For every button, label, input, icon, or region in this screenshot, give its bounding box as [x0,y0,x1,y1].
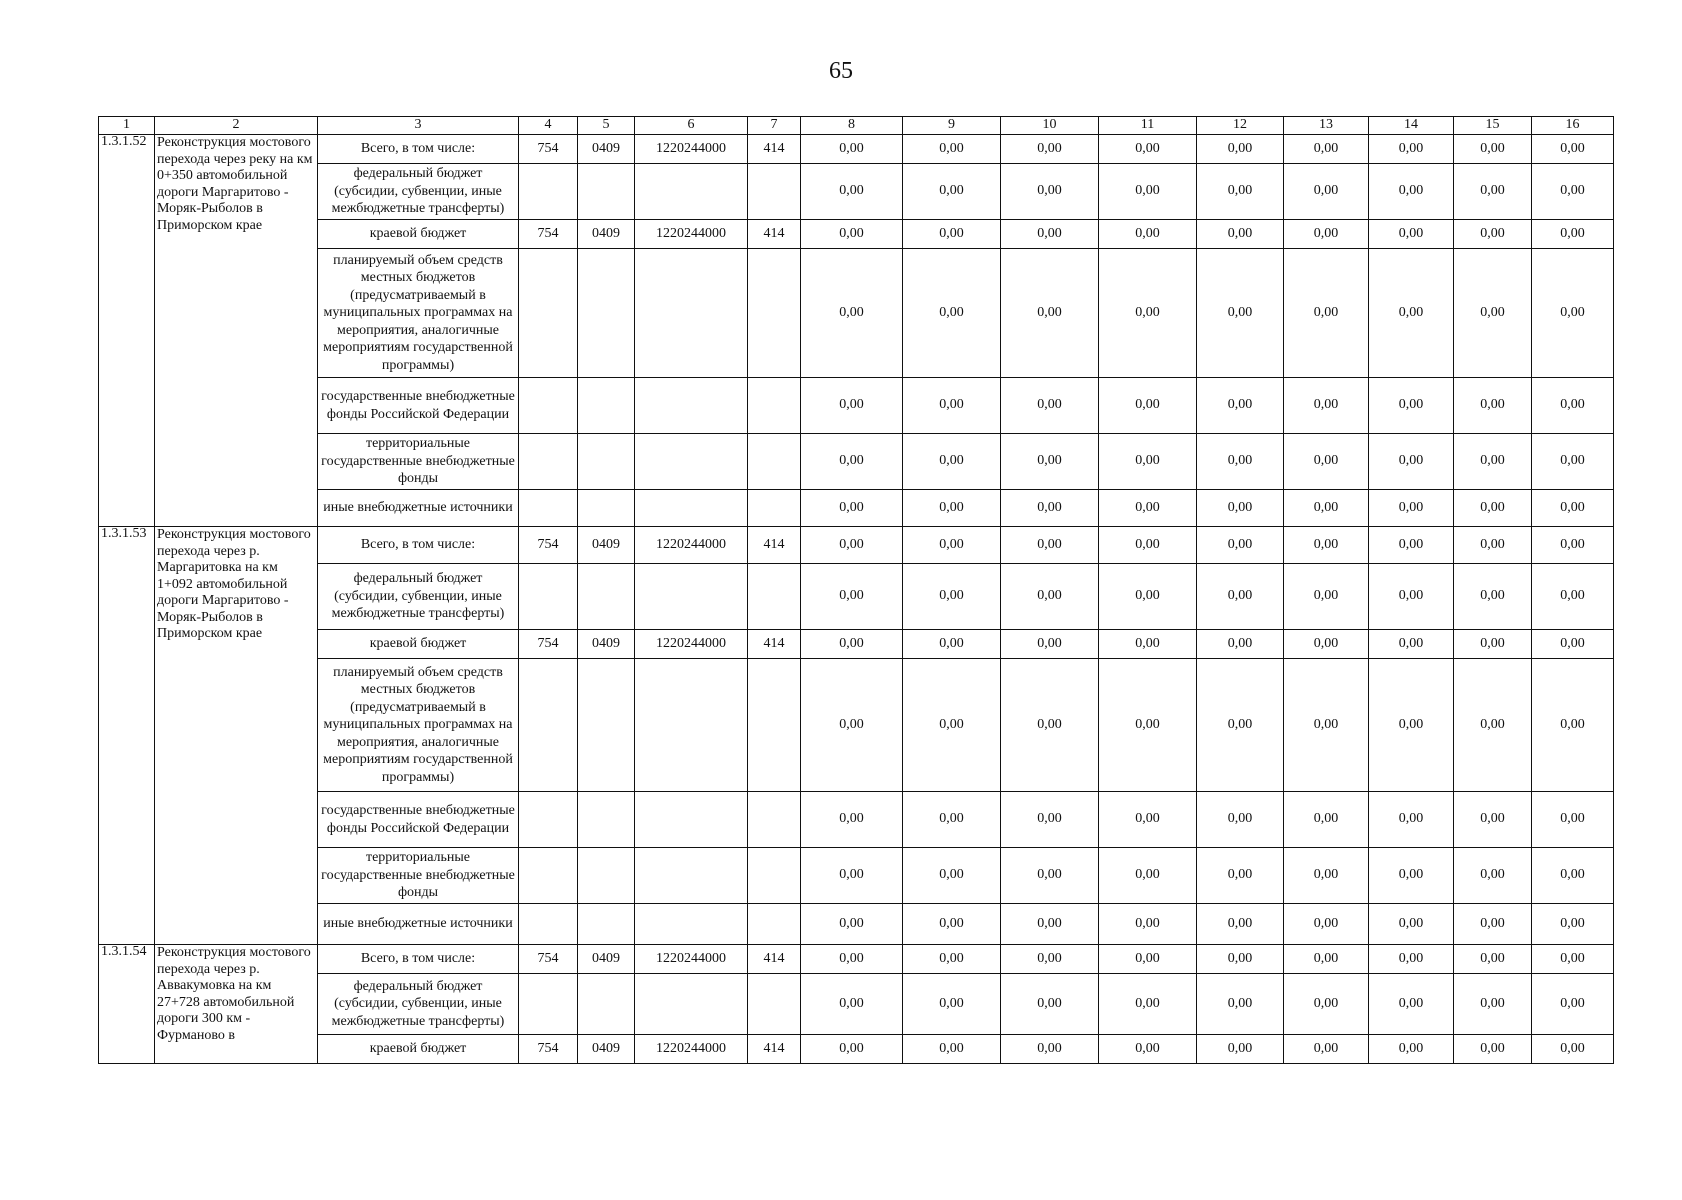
column-header-1: 1 [99,117,155,135]
section-code: 0409 [578,945,635,974]
budget-table [98,116,1614,1064]
target-article-code [635,164,748,220]
section-code [578,904,635,945]
amount-col-14: 0,00 [1369,527,1454,564]
ministry-code [519,848,578,904]
amount-col-15: 0,00 [1454,164,1532,220]
funding-source: государственные внебюджетные фонды Российской Федерации [318,792,519,848]
amount-col-15: 0,00 [1454,659,1532,792]
table-row [99,164,1614,220]
section-code [578,792,635,848]
ministry-code [519,434,578,490]
funding-source: иные внебюджетные источники [318,904,519,945]
amount-col-15: 0,00 [1454,434,1532,490]
amount-col-8: 0,00 [801,945,903,974]
amount-col-11: 0,00 [1099,974,1197,1035]
amount-col-16: 0,00 [1532,792,1614,848]
amount-col-8: 0,00 [801,527,903,564]
table-row [99,378,1614,434]
amount-col-8: 0,00 [801,434,903,490]
expense-type-code [748,659,801,792]
column-header-4: 4 [519,117,578,135]
expense-type-code [748,564,801,630]
amount-col-12: 0,00 [1197,792,1284,848]
amount-col-14: 0,00 [1369,974,1454,1035]
funding-source: краевой бюджет [318,1035,519,1064]
amount-col-16: 0,00 [1532,1035,1614,1064]
amount-col-8: 0,00 [801,564,903,630]
ministry-code: 754 [519,527,578,564]
target-article-code [635,249,748,378]
amount-col-12: 0,00 [1197,848,1284,904]
amount-col-10: 0,00 [1001,904,1099,945]
amount-col-8: 0,00 [801,220,903,249]
amount-col-8: 0,00 [801,249,903,378]
amount-col-9: 0,00 [903,564,1001,630]
expense-type-code: 414 [748,220,801,249]
amount-col-9: 0,00 [903,378,1001,434]
column-header-5: 5 [578,117,635,135]
ministry-code [519,378,578,434]
amount-col-11: 0,00 [1099,630,1197,659]
amount-col-11: 0,00 [1099,527,1197,564]
ministry-code [519,490,578,527]
table-row [99,792,1614,848]
amount-col-9: 0,00 [903,527,1001,564]
amount-col-13: 0,00 [1284,434,1369,490]
amount-col-16: 0,00 [1532,848,1614,904]
expense-type-code [748,792,801,848]
amount-col-15: 0,00 [1454,1035,1532,1064]
amount-col-11: 0,00 [1099,848,1197,904]
amount-col-11: 0,00 [1099,564,1197,630]
funding-source: планируемый объем средств местных бюджетов (предусматриваемый в муниципальных программах на мероприятия, аналогичные мероприятиям государственной программы) [318,659,519,792]
amount-col-16: 0,00 [1532,434,1614,490]
target-article-code [635,848,748,904]
column-header-7: 7 [748,117,801,135]
column-header-3: 3 [318,117,519,135]
amount-col-9: 0,00 [903,630,1001,659]
amount-col-13: 0,00 [1284,164,1369,220]
expense-type-code [748,434,801,490]
amount-col-10: 0,00 [1001,848,1099,904]
section-code: 0409 [578,527,635,564]
amount-col-13: 0,00 [1284,249,1369,378]
amount-col-12: 0,00 [1197,164,1284,220]
funding-source: краевой бюджет [318,630,519,659]
table-row [99,945,1614,974]
amount-col-15: 0,00 [1454,564,1532,630]
ministry-code [519,564,578,630]
amount-col-16: 0,00 [1532,659,1614,792]
table-row [99,527,1614,564]
table-row [99,249,1614,378]
amount-col-14: 0,00 [1369,490,1454,527]
amount-col-8: 0,00 [801,904,903,945]
amount-col-9: 0,00 [903,434,1001,490]
item-name: Реконструкция мостового перехода через р. Маргаритовка на км 1+092 автомобильной дороги Маргаритово - Моряк-Рыболов в Приморском крае [155,527,318,945]
ministry-code: 754 [519,1035,578,1064]
table-row [99,630,1614,659]
section-code [578,249,635,378]
amount-col-9: 0,00 [903,945,1001,974]
target-article-code [635,564,748,630]
ministry-code [519,792,578,848]
amount-col-14: 0,00 [1369,164,1454,220]
amount-col-16: 0,00 [1532,378,1614,434]
amount-col-13: 0,00 [1284,974,1369,1035]
target-article-code [635,378,748,434]
amount-col-11: 0,00 [1099,135,1197,164]
amount-col-11: 0,00 [1099,1035,1197,1064]
funding-source: территориальные государственные внебюджетные фонды [318,848,519,904]
target-article-code: 1220244000 [635,527,748,564]
expense-type-code: 414 [748,527,801,564]
amount-col-14: 0,00 [1369,904,1454,945]
table-row [99,490,1614,527]
expense-type-code: 414 [748,1035,801,1064]
amount-col-12: 0,00 [1197,904,1284,945]
amount-col-14: 0,00 [1369,630,1454,659]
amount-col-13: 0,00 [1284,904,1369,945]
table-body [99,135,1614,1064]
amount-col-14: 0,00 [1369,848,1454,904]
amount-col-9: 0,00 [903,1035,1001,1064]
section-code: 0409 [578,135,635,164]
amount-col-12: 0,00 [1197,434,1284,490]
amount-col-10: 0,00 [1001,220,1099,249]
amount-col-15: 0,00 [1454,945,1532,974]
header-row [99,117,1614,135]
amount-col-11: 0,00 [1099,434,1197,490]
target-article-code [635,974,748,1035]
amount-col-8: 0,00 [801,659,903,792]
section-code: 0409 [578,630,635,659]
item-name: Реконструкция мостового перехода через реку на км 0+350 автомобильной дороги Маргаритово - Моряк-Рыболов в Приморском крае [155,135,318,527]
section-code [578,378,635,434]
section-code: 0409 [578,1035,635,1064]
table-row [99,135,1614,164]
amount-col-8: 0,00 [801,1035,903,1064]
expense-type-code: 414 [748,630,801,659]
item-name: Реконструкция мостового перехода через р. Аввакумовка на км 27+728 автомобильной дороги 300 км - Фурманово в [155,945,318,1064]
table-row [99,1035,1614,1064]
column-header-9: 9 [903,117,1001,135]
section-code [578,564,635,630]
funding-source: Всего, в том числе: [318,945,519,974]
amount-col-14: 0,00 [1369,378,1454,434]
expense-type-code: 414 [748,135,801,164]
amount-col-11: 0,00 [1099,220,1197,249]
amount-col-15: 0,00 [1454,378,1532,434]
amount-col-8: 0,00 [801,848,903,904]
table-row [99,564,1614,630]
target-article-code: 1220244000 [635,945,748,974]
amount-col-10: 0,00 [1001,564,1099,630]
table-row [99,848,1614,904]
amount-col-11: 0,00 [1099,945,1197,974]
ministry-code: 754 [519,630,578,659]
column-header-10: 10 [1001,117,1099,135]
amount-col-15: 0,00 [1454,904,1532,945]
section-code: 0409 [578,220,635,249]
column-header-12: 12 [1197,117,1284,135]
amount-col-9: 0,00 [903,848,1001,904]
table-row [99,220,1614,249]
amount-col-8: 0,00 [801,490,903,527]
item-code: 1.3.1.54 [99,945,155,1064]
ministry-code: 754 [519,945,578,974]
expense-type-code [748,490,801,527]
column-header-8: 8 [801,117,903,135]
amount-col-11: 0,00 [1099,792,1197,848]
amount-col-13: 0,00 [1284,848,1369,904]
funding-source: Всего, в том числе: [318,135,519,164]
amount-col-10: 0,00 [1001,630,1099,659]
funding-source: иные внебюджетные источники [318,490,519,527]
funding-source: территориальные государственные внебюджетные фонды [318,434,519,490]
amount-col-12: 0,00 [1197,135,1284,164]
amount-col-16: 0,00 [1532,904,1614,945]
amount-col-12: 0,00 [1197,249,1284,378]
amount-col-14: 0,00 [1369,249,1454,378]
section-code [578,164,635,220]
amount-col-13: 0,00 [1284,527,1369,564]
amount-col-13: 0,00 [1284,1035,1369,1064]
funding-source: государственные внебюджетные фонды Российской Федерации [318,378,519,434]
amount-col-16: 0,00 [1532,220,1614,249]
expense-type-code [748,974,801,1035]
amount-col-12: 0,00 [1197,974,1284,1035]
ministry-code [519,249,578,378]
amount-col-13: 0,00 [1284,378,1369,434]
amount-col-8: 0,00 [801,630,903,659]
amount-col-9: 0,00 [903,490,1001,527]
amount-col-12: 0,00 [1197,659,1284,792]
amount-col-15: 0,00 [1454,630,1532,659]
amount-col-11: 0,00 [1099,904,1197,945]
amount-col-13: 0,00 [1284,945,1369,974]
amount-col-13: 0,00 [1284,792,1369,848]
amount-col-8: 0,00 [801,792,903,848]
ministry-code [519,904,578,945]
expense-type-code [748,848,801,904]
funding-source: краевой бюджет [318,220,519,249]
table-row [99,659,1614,792]
ministry-code [519,974,578,1035]
amount-col-11: 0,00 [1099,659,1197,792]
amount-col-9: 0,00 [903,220,1001,249]
column-header-14: 14 [1369,117,1454,135]
section-code [578,974,635,1035]
column-header-13: 13 [1284,117,1369,135]
expense-type-code [748,904,801,945]
column-header-2: 2 [155,117,318,135]
amount-col-9: 0,00 [903,164,1001,220]
amount-col-13: 0,00 [1284,490,1369,527]
amount-col-8: 0,00 [801,378,903,434]
amount-col-9: 0,00 [903,974,1001,1035]
funding-source: федеральный бюджет (субсидии, субвенции, иные межбюджетные трансферты) [318,974,519,1035]
amount-col-13: 0,00 [1284,659,1369,792]
table-row [99,974,1614,1035]
target-article-code: 1220244000 [635,220,748,249]
column-header-15: 15 [1454,117,1532,135]
amount-col-16: 0,00 [1532,249,1614,378]
amount-col-13: 0,00 [1284,135,1369,164]
ministry-code [519,659,578,792]
page-number: 65 [829,58,853,84]
amount-col-14: 0,00 [1369,659,1454,792]
amount-col-14: 0,00 [1369,220,1454,249]
amount-col-9: 0,00 [903,659,1001,792]
amount-col-16: 0,00 [1532,564,1614,630]
amount-col-10: 0,00 [1001,164,1099,220]
table-row [99,434,1614,490]
funding-source: Всего, в том числе: [318,527,519,564]
amount-col-16: 0,00 [1532,490,1614,527]
amount-col-11: 0,00 [1099,490,1197,527]
section-code [578,434,635,490]
amount-col-10: 0,00 [1001,434,1099,490]
amount-col-9: 0,00 [903,904,1001,945]
target-article-code: 1220244000 [635,630,748,659]
amount-col-12: 0,00 [1197,220,1284,249]
target-article-code [635,904,748,945]
expense-type-code [748,378,801,434]
amount-col-16: 0,00 [1532,945,1614,974]
amount-col-14: 0,00 [1369,434,1454,490]
amount-col-11: 0,00 [1099,378,1197,434]
ministry-code: 754 [519,135,578,164]
amount-col-15: 0,00 [1454,490,1532,527]
amount-col-9: 0,00 [903,792,1001,848]
item-code: 1.3.1.53 [99,527,155,945]
amount-col-16: 0,00 [1532,974,1614,1035]
amount-col-15: 0,00 [1454,792,1532,848]
target-article-code [635,792,748,848]
amount-col-14: 0,00 [1369,564,1454,630]
section-code [578,659,635,792]
item-code: 1.3.1.52 [99,135,155,527]
expense-type-code [748,164,801,220]
amount-col-16: 0,00 [1532,527,1614,564]
amount-col-14: 0,00 [1369,792,1454,848]
section-code [578,490,635,527]
target-article-code [635,434,748,490]
table-row [99,904,1614,945]
amount-col-15: 0,00 [1454,249,1532,378]
amount-col-16: 0,00 [1532,164,1614,220]
amount-col-10: 0,00 [1001,527,1099,564]
expense-type-code [748,249,801,378]
amount-col-16: 0,00 [1532,135,1614,164]
amount-col-10: 0,00 [1001,490,1099,527]
amount-col-12: 0,00 [1197,945,1284,974]
amount-col-10: 0,00 [1001,135,1099,164]
amount-col-13: 0,00 [1284,564,1369,630]
amount-col-15: 0,00 [1454,848,1532,904]
amount-col-12: 0,00 [1197,564,1284,630]
amount-col-13: 0,00 [1284,630,1369,659]
amount-col-12: 0,00 [1197,527,1284,564]
amount-col-10: 0,00 [1001,945,1099,974]
column-header-11: 11 [1099,117,1197,135]
amount-col-12: 0,00 [1197,630,1284,659]
amount-col-10: 0,00 [1001,1035,1099,1064]
amount-col-12: 0,00 [1197,378,1284,434]
section-code [578,848,635,904]
amount-col-10: 0,00 [1001,792,1099,848]
amount-col-9: 0,00 [903,135,1001,164]
amount-col-10: 0,00 [1001,378,1099,434]
amount-col-15: 0,00 [1454,974,1532,1035]
column-header-16: 16 [1532,117,1614,135]
amount-col-11: 0,00 [1099,249,1197,378]
amount-col-11: 0,00 [1099,164,1197,220]
amount-col-10: 0,00 [1001,249,1099,378]
amount-col-12: 0,00 [1197,1035,1284,1064]
target-article-code: 1220244000 [635,1035,748,1064]
amount-col-16: 0,00 [1532,630,1614,659]
amount-col-15: 0,00 [1454,135,1532,164]
funding-source: планируемый объем средств местных бюджетов (предусматриваемый в муниципальных программах на мероприятия, аналогичные мероприятиям государственной программы) [318,249,519,378]
amount-col-10: 0,00 [1001,659,1099,792]
ministry-code: 754 [519,220,578,249]
amount-col-12: 0,00 [1197,490,1284,527]
target-article-code [635,659,748,792]
amount-col-13: 0,00 [1284,220,1369,249]
amount-col-10: 0,00 [1001,974,1099,1035]
amount-col-15: 0,00 [1454,527,1532,564]
amount-col-8: 0,00 [801,135,903,164]
amount-col-15: 0,00 [1454,220,1532,249]
column-header-6: 6 [635,117,748,135]
amount-col-14: 0,00 [1369,1035,1454,1064]
ministry-code [519,164,578,220]
funding-source: федеральный бюджет (субсидии, субвенции, иные межбюджетные трансферты) [318,164,519,220]
amount-col-8: 0,00 [801,974,903,1035]
amount-col-14: 0,00 [1369,945,1454,974]
funding-source: федеральный бюджет (субсидии, субвенции, иные межбюджетные трансферты) [318,564,519,630]
target-article-code: 1220244000 [635,135,748,164]
amount-col-9: 0,00 [903,249,1001,378]
target-article-code [635,490,748,527]
amount-col-8: 0,00 [801,164,903,220]
expense-type-code: 414 [748,945,801,974]
amount-col-14: 0,00 [1369,135,1454,164]
